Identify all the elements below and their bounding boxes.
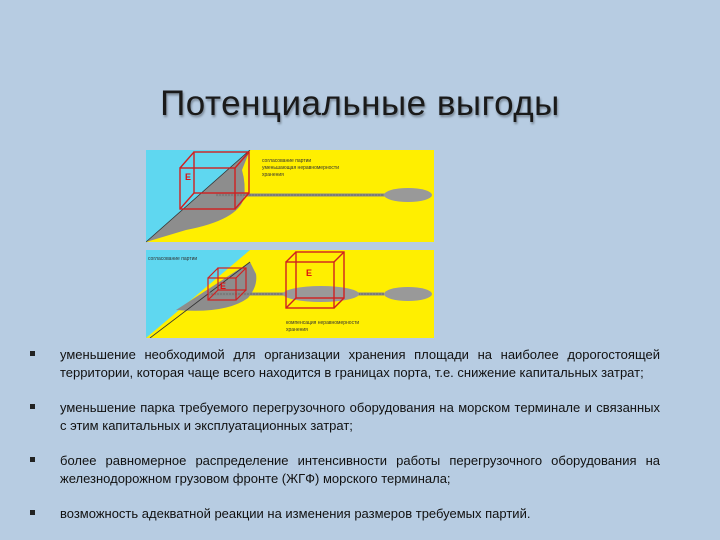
top-panel-label-line-3: хранения: [262, 172, 284, 178]
list-item: [30, 399, 660, 435]
storage-diagram: [146, 150, 434, 338]
list-item-text: уменьшение необходимой для организации хранения площади на наиболее дорогостоящей территории, которая чаще всего находится в границах порта, т.е. снижение капитальных затрат;: [60, 347, 660, 380]
bottom-panel-left-label: согласование партии: [148, 256, 198, 262]
bottom-panel: [146, 250, 434, 338]
list-item: [30, 346, 660, 382]
top-panel-symbol: E: [185, 172, 192, 182]
bottom-panel-label-line-2: хранения: [286, 327, 308, 333]
bottom-panel-large-symbol: E: [306, 268, 313, 278]
bullet-square-icon: [30, 404, 35, 409]
bullet-square-icon: [30, 510, 35, 515]
top-panel: [146, 150, 434, 242]
top-panel-ellipse: [384, 188, 432, 202]
bottom-panel-small-symbol: E: [220, 281, 227, 291]
list-item: [30, 452, 660, 488]
bottom-panel-ellipse-right: [384, 287, 432, 301]
list-item: [30, 505, 660, 523]
storage-diagram-svg: [146, 150, 434, 338]
bullet-square-icon: [30, 351, 35, 356]
bottom-panel-label-line-1: компенсация неравномерности: [286, 320, 360, 326]
list-item-text: более равномерное распределение интенсивности работы перегрузочного оборудования на железнодорожном грузовом фронте (ЖГФ) морского терминала;: [60, 453, 660, 486]
top-panel-label-line-1: согласование партии: [262, 158, 312, 164]
bullet-square-icon: [30, 457, 35, 462]
top-panel-label-line-2: уменьшающая неравномерности: [262, 165, 339, 171]
list-item-text: уменьшение парка требуемого перегрузочного оборудования на морском терминале и связанных с этим капитальных и эксплуатационных затрат;: [60, 400, 660, 433]
list-item-text: возможность адекватной реакции на изменения размеров требуемых партий.: [60, 506, 531, 521]
slide-title: Потенциальные выгоды: [160, 84, 560, 123]
benefits-list: [30, 346, 660, 523]
